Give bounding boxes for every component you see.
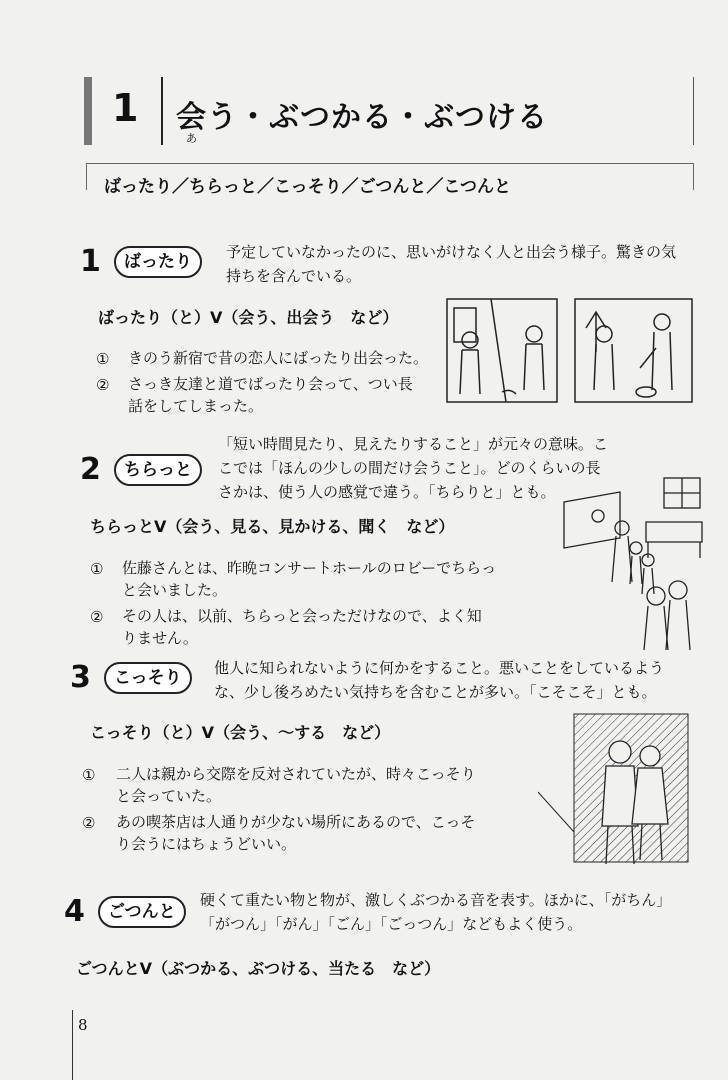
example-sentence: さっき友達と道でばったり会って、つい長 話をしてしまった。 (128, 375, 413, 415)
item-label: こっそり (104, 662, 192, 694)
example-marker: ① (96, 350, 110, 368)
chapter-number: 1 (112, 86, 139, 130)
chapter-title: 会う・ぶつかる・ぶつける (176, 100, 548, 135)
illustration-lobby-glimpse (556, 472, 708, 654)
page-margin-rule (72, 1010, 73, 1080)
item-label: ばったり (114, 246, 202, 278)
chapter-separator (161, 77, 163, 145)
item-label: ごつんと (98, 896, 186, 928)
chapter-subtitle: ばったり／ちらっと／こっそり／ごつんと／こつんと (104, 177, 511, 197)
example-sentence: 佐藤さんとは、昨晩コンサートホールのロビーでちらっ と会いました。 (122, 559, 497, 599)
example-sentence: 二人は親から交際を反対されていたが、時々こっそり と会っていた。 (116, 765, 476, 805)
item-definition: 他人に知られないように何かをすること。悪いことをしているよう な、少し後ろめたい気持ちを含むことが多い。「こそこそ」とも。 (214, 659, 665, 701)
comic-panel-2 (575, 299, 692, 402)
chapter-accent-bar (84, 77, 92, 145)
chapter-title-ruby: あ (186, 132, 197, 145)
item-number: 3 (70, 660, 91, 695)
example-marker: ② (96, 376, 110, 394)
item-definition: 硬くて重たい物と物が、激しくぶつかる音を表す。ほかに、「がちん」 「がつん」「がん」「ごん」「ごっつん」などもよく使う。 (200, 891, 672, 933)
example-marker: ② (82, 814, 96, 832)
item-definition: 予定していなかったのに、思いがけなく人と出会う様子。驚きの気 持ちを含んでいる。 (226, 243, 677, 285)
example-marker: ① (82, 766, 96, 784)
example-sentence: あの喫茶店は人通りが少ない場所にあるので、こっそ り会うにはちょうどいい。 (116, 813, 476, 853)
example-sentence: その人は、以前、ちらっと会っただけなので、よく知 りません。 (122, 607, 482, 647)
usage-pattern: こっそり（と）V（会う、～する など） (90, 723, 391, 742)
example-marker: ① (90, 560, 104, 578)
usage-pattern: ばったり（と）V（会う、出会う など） (98, 308, 399, 327)
item-number: 4 (64, 894, 85, 929)
example-marker: ② (90, 608, 104, 626)
item-label: ちらっと (114, 454, 202, 486)
item-number: 2 (80, 452, 101, 487)
example-sentence: きのう新宿で昔の恋人にばったり出会った。 (128, 349, 429, 367)
usage-pattern: ちらっとV（会う、見る、見かける、聞く など） (90, 517, 455, 536)
illustration-chance-meeting (446, 298, 694, 404)
usage-pattern: ごつんとV（ぶつかる、ぶつける、当たる など） (76, 959, 441, 978)
illustration-secret-meeting (538, 712, 692, 870)
item-number: 1 (80, 244, 101, 279)
item-definition: 「短い時間見たり、見えたりすること」が元々の意味。こ こでは「ほんの少しの間だけ会うこと」。どのくらいの長 さかは、使う人の感覚で違う。「ちらりと」とも。 (218, 435, 609, 501)
header-right-rule (693, 77, 694, 145)
page-number: 8 (78, 1016, 88, 1034)
